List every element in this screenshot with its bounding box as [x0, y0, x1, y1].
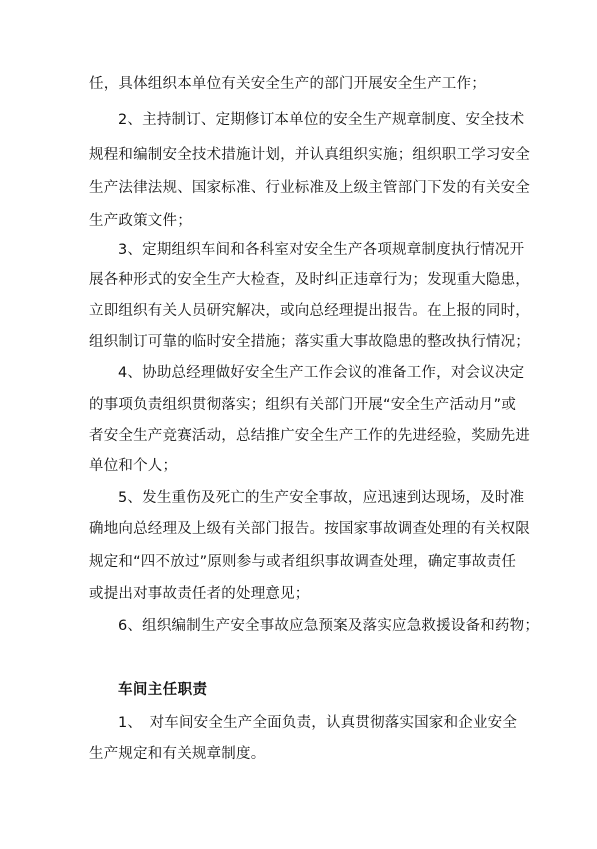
text-line: 4、协助总经理做好安全生产工作会议的准备工作，对会议决定: [118, 365, 525, 381]
text-line: 2、主持制订、定期修订本单位的安全生产规章制度、安全技术: [118, 112, 525, 128]
text-line: 组织制订可靠的临时安全措施；落实重大事故隐患的整改执行情况；: [89, 334, 530, 350]
text-line: 单位和个人；: [89, 458, 178, 474]
text-line: 规定和“四不放过”原则参与或者组织事故调查处理，确定事故责任: [89, 554, 517, 570]
text-line: 展各种形式的安全生产大检查，及时纠正违章行为；发现重大隐患，: [89, 272, 530, 288]
text-line: 6、组织编制生产安全事故应急预案及落实应急救援设备和药物；: [118, 618, 540, 634]
text-line: 生产规定和有关规章制度。: [89, 746, 266, 762]
text-line: 1、 对车间安全生产全面负责，认真贯彻落实国家和企业安全: [118, 715, 518, 731]
text-line: 3、定期组织车间和各科室对安全生产各项规章制度执行情况开: [118, 242, 525, 258]
text-line: 规程和编制安全技术措施计划，并认真组织实施；组织职工学习安全: [89, 147, 530, 163]
section-heading: 车间主任职责: [118, 682, 208, 698]
text-line: 生产法律法规、国家标准、行业标准及上级主管部门下发的有关安全: [89, 180, 530, 196]
text-line: 确地向总经理及上级有关部门报告。按国家事故调查处理的有关权限: [89, 521, 530, 537]
text-line: 的事项负责组织贯彻落实；组织有关部门开展“安全生产活动月”或: [89, 397, 517, 413]
text-line: 者安全生产竞赛活动，总结推广安全生产工作的先进经验，奖励先进: [89, 428, 530, 444]
text-line: 或提出对事故责任者的处理意见；: [89, 586, 310, 602]
text-line: 立即组织有关人员研究解决，或向总经理提出报告。在上报的同时，: [89, 303, 530, 319]
text-line: 任，具体组织本单位有关安全生产的部门开展安全生产工作；: [89, 76, 486, 92]
text-line: 生产政策文件；: [89, 213, 192, 229]
text-line: 5、发生重伤及死亡的生产安全事故，应迅速到达现场，及时准: [118, 490, 525, 506]
